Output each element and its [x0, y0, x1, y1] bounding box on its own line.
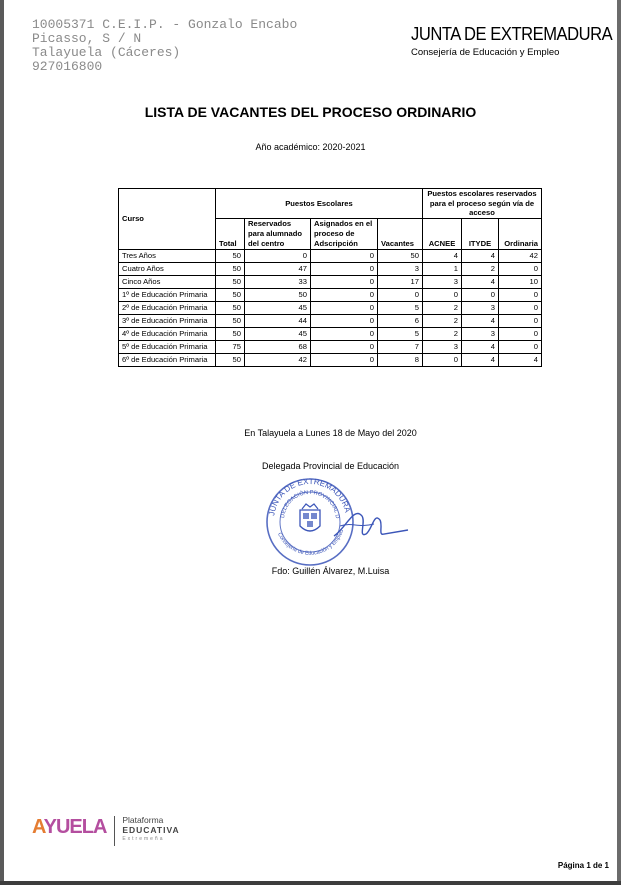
col-group-puestos: Puestos Escolares — [216, 189, 423, 219]
logo-line1: Plataforma — [122, 815, 164, 825]
cell-acnee: 0 — [423, 288, 462, 301]
table-row — [119, 275, 542, 288]
window-left-border — [0, 0, 4, 885]
cell-ityde: 4 — [462, 353, 499, 366]
cell-ordinaria: 0 — [499, 288, 542, 301]
cell-ordinaria: 42 — [499, 249, 542, 262]
school-name: 10005371 C.E.I.P. - Gonzalo Encabo — [32, 17, 298, 32]
cell-acnee: 0 — [423, 353, 462, 366]
cell-asignados: 0 — [311, 288, 378, 301]
cell-curso: 3º de Educación Primaria — [119, 314, 216, 327]
cell-vacantes: 0 — [378, 288, 423, 301]
cell-reservados: 44 — [245, 314, 311, 327]
cell-vacantes: 5 — [378, 301, 423, 314]
cell-vacantes: 3 — [378, 262, 423, 275]
school-address — [32, 18, 297, 74]
cell-total: 50 — [216, 314, 245, 327]
table-row — [119, 262, 542, 275]
table-row — [119, 249, 542, 262]
cell-vacantes: 6 — [378, 314, 423, 327]
cell-ordinaria: 0 — [499, 301, 542, 314]
cell-ityde: 4 — [462, 275, 499, 288]
col-asignados: Asignados en el proceso de Adscripción — [311, 218, 378, 249]
cell-acnee: 3 — [423, 275, 462, 288]
col-curso: Curso — [119, 189, 216, 250]
cell-reservados: 45 — [245, 327, 311, 340]
document-title: LISTA DE VACANTES DEL PROCESO ORDINARIO — [144, 104, 477, 120]
school-city: Talayuela (Cáceres) — [32, 45, 181, 60]
col-ordinaria: Ordinaria — [499, 218, 542, 249]
cell-acnee: 4 — [423, 249, 462, 262]
cell-curso: Cinco Años — [119, 275, 216, 288]
cell-total: 50 — [216, 301, 245, 314]
cell-reservados: 47 — [245, 262, 311, 275]
cell-curso: Tres Años — [119, 249, 216, 262]
cell-asignados: 0 — [311, 262, 378, 275]
cell-acnee: 2 — [423, 314, 462, 327]
col-reservados: Reservados para alumnado del centro — [245, 218, 311, 249]
table-row — [119, 301, 542, 314]
logo-line2: EDUCATIVA — [122, 824, 180, 835]
cell-vacantes: 50 — [378, 249, 423, 262]
cell-reservados: 68 — [245, 340, 311, 353]
table-row — [119, 353, 542, 366]
cell-total: 50 — [216, 327, 245, 340]
cell-vacantes: 17 — [378, 275, 423, 288]
cell-acnee: 2 — [423, 327, 462, 340]
table-row — [119, 314, 542, 327]
col-vacantes: Vacantes — [378, 218, 423, 249]
stamp-outer-text: JUNTA DE EXTREMADURA — [267, 476, 353, 517]
cell-total: 50 — [216, 262, 245, 275]
official-stamp — [262, 476, 412, 566]
cell-total: 75 — [216, 340, 245, 353]
cell-ityde: 0 — [462, 288, 499, 301]
signed-by: Fdo: Guillén Álvarez, M.Luisa — [271, 566, 390, 576]
junta-title: JUNTA DE EXTREMADURA — [411, 24, 613, 44]
vacancies-table — [118, 188, 542, 367]
signer-role: Delegada Provincial de Educación — [261, 461, 400, 471]
table-row — [119, 327, 542, 340]
ayuela-logo — [32, 816, 180, 846]
table-row — [119, 340, 542, 353]
cell-vacantes: 5 — [378, 327, 423, 340]
cell-ityde: 2 — [462, 262, 499, 275]
cell-total: 50 — [216, 275, 245, 288]
cell-curso: 4º de Educación Primaria — [119, 327, 216, 340]
cell-asignados: 0 — [311, 340, 378, 353]
cell-curso: 6º de Educación Primaria — [119, 353, 216, 366]
cell-asignados: 0 — [311, 249, 378, 262]
cell-curso: 2º de Educación Primaria — [119, 301, 216, 314]
cell-reservados: 33 — [245, 275, 311, 288]
cell-vacantes: 7 — [378, 340, 423, 353]
school-street: Picasso, S / N — [32, 31, 142, 46]
cell-ityde: 4 — [462, 340, 499, 353]
cell-ordinaria: 0 — [499, 262, 542, 275]
page-number: Página 1 de 1 — [557, 861, 609, 870]
cell-acnee: 1 — [423, 262, 462, 275]
cell-curso: Cuatro Años — [119, 262, 216, 275]
col-acnee: ACNEE — [423, 218, 462, 249]
cell-ityde: 3 — [462, 301, 499, 314]
cell-ordinaria: 0 — [499, 327, 542, 340]
stamp-inner-text: DELEGACIÓN PROVINCIAL D — [280, 489, 341, 519]
col-total: Total — [216, 218, 245, 249]
cell-asignados: 0 — [311, 353, 378, 366]
cell-reservados: 50 — [245, 288, 311, 301]
stamp-bottom-text: Consejería de Educación y Empleo — [276, 528, 346, 557]
shield-icon — [300, 504, 320, 531]
cell-ordinaria: 0 — [499, 314, 542, 327]
cell-reservados: 0 — [245, 249, 311, 262]
cell-curso: 1º de Educación Primaria — [119, 288, 216, 301]
logo-divider — [114, 816, 115, 846]
col-ityde: ITYDE — [462, 218, 499, 249]
table-row — [119, 288, 542, 301]
cell-asignados: 0 — [311, 275, 378, 288]
cell-ordinaria: 10 — [499, 275, 542, 288]
cell-ordinaria: 0 — [499, 340, 542, 353]
cell-ityde: 3 — [462, 327, 499, 340]
logo-line3: Extremeña — [122, 836, 165, 842]
cell-curso: 5º de Educación Primaria — [119, 340, 216, 353]
col-group-reservados: Puestos escolares reservados para el proceso según vía de acceso — [423, 189, 542, 219]
junta-logo — [411, 24, 621, 58]
cell-asignados: 0 — [311, 314, 378, 327]
cell-acnee: 3 — [423, 340, 462, 353]
cell-ordinaria: 4 — [499, 353, 542, 366]
cell-ityde: 4 — [462, 314, 499, 327]
cell-reservados: 45 — [245, 301, 311, 314]
window-right-border — [617, 0, 621, 885]
cell-asignados: 0 — [311, 327, 378, 340]
cell-total: 50 — [216, 249, 245, 262]
cell-total: 50 — [216, 353, 245, 366]
cell-asignados: 0 — [311, 301, 378, 314]
window-bottom-border — [0, 881, 621, 885]
school-phone: 927016800 — [32, 59, 103, 74]
cell-acnee: 2 — [423, 301, 462, 314]
cell-ityde: 4 — [462, 249, 499, 262]
cell-vacantes: 8 — [378, 353, 423, 366]
logo-word: AYUELA — [32, 816, 107, 838]
junta-subtitle: Consejería de Educación y Empleo — [411, 47, 560, 58]
cell-reservados: 42 — [245, 353, 311, 366]
cell-total: 50 — [216, 288, 245, 301]
place-date: En Talayuela a Lunes 18 de Mayo del 2020 — [244, 428, 417, 438]
logo-text — [122, 816, 179, 845]
academic-year: Año académico: 2020-2021 — [255, 142, 366, 152]
